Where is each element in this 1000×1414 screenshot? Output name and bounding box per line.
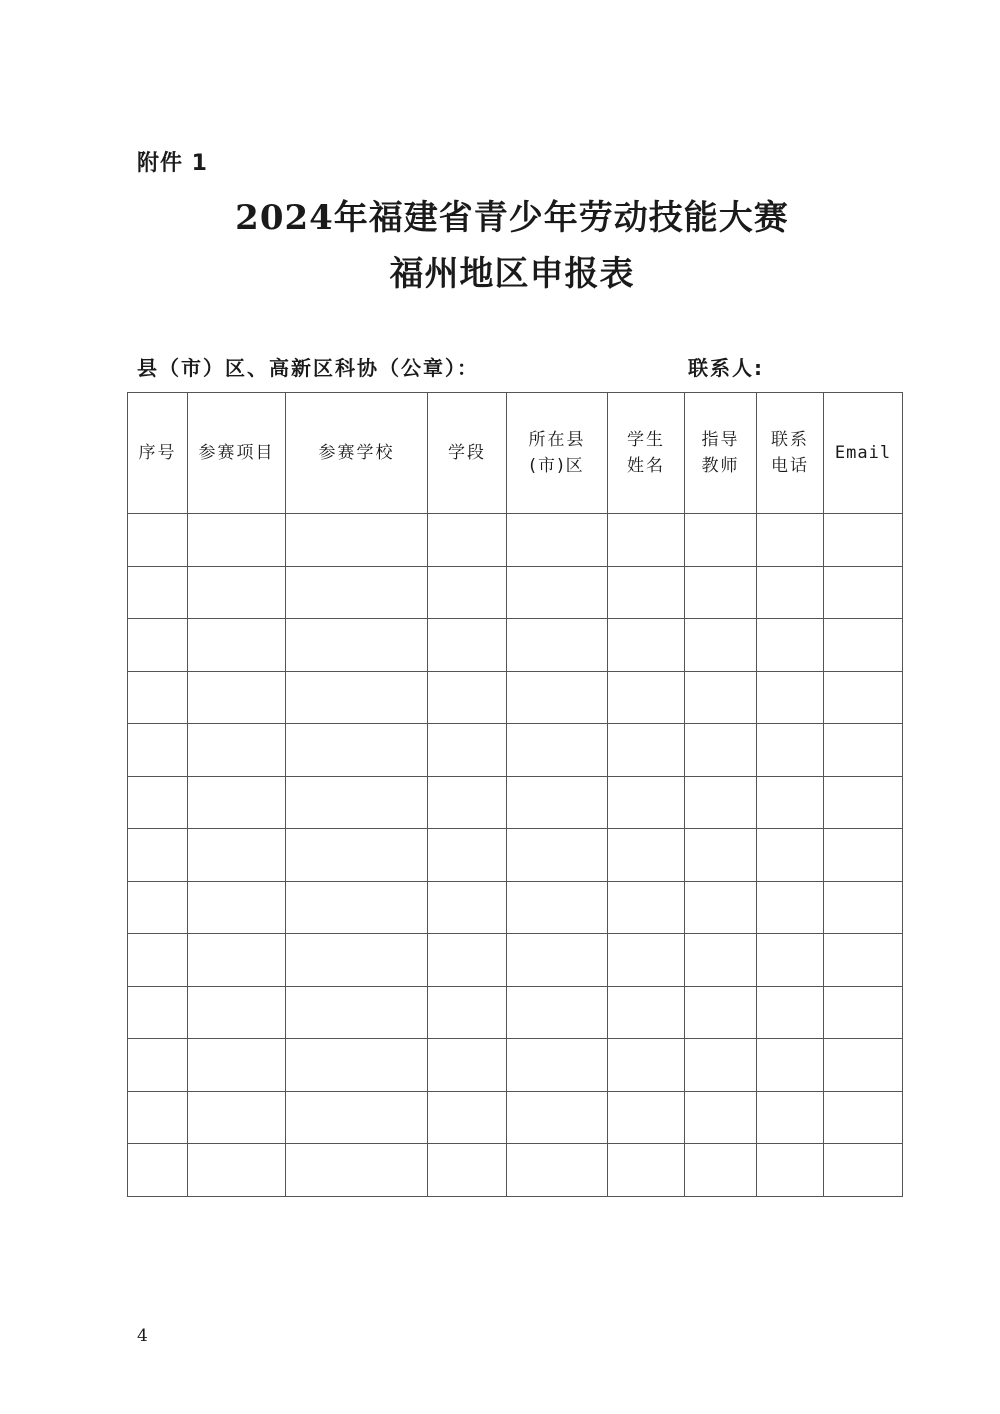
table-row	[128, 566, 903, 619]
table-cell[interactable]	[286, 1039, 428, 1092]
table-cell[interactable]	[286, 829, 428, 882]
table-cell[interactable]	[428, 934, 507, 987]
table-cell[interactable]	[608, 986, 685, 1039]
table-cell[interactable]	[428, 724, 507, 777]
table-cell[interactable]	[128, 514, 188, 567]
table-cell[interactable]	[286, 671, 428, 724]
table-cell[interactable]	[824, 776, 903, 829]
table-row	[128, 776, 903, 829]
table-cell[interactable]	[128, 776, 188, 829]
table-cell[interactable]	[507, 829, 608, 882]
table-cell[interactable]	[128, 724, 188, 777]
table-cell[interactable]	[507, 724, 608, 777]
table-cell[interactable]	[286, 724, 428, 777]
district-seal-label: 县（市）区、高新区科协（公章）：	[137, 356, 479, 380]
document-subtitle: 福州地区申报表	[389, 254, 635, 294]
table-cell[interactable]	[685, 1091, 757, 1144]
table-cell[interactable]	[824, 1091, 903, 1144]
table-cell[interactable]	[428, 671, 507, 724]
table-cell[interactable]	[286, 619, 428, 672]
table-cell[interactable]	[428, 986, 507, 1039]
table-cell[interactable]	[757, 724, 824, 777]
table-cell[interactable]	[286, 881, 428, 934]
table-cell[interactable]	[188, 619, 286, 672]
table-cell[interactable]	[685, 1039, 757, 1092]
table-cell[interactable]	[608, 776, 685, 829]
table-cell[interactable]	[507, 566, 608, 619]
table-cell[interactable]	[428, 619, 507, 672]
table-cell[interactable]	[608, 1144, 685, 1197]
table-cell[interactable]	[428, 1144, 507, 1197]
table-cell[interactable]	[188, 934, 286, 987]
table-cell[interactable]	[128, 671, 188, 724]
page-number: 4	[137, 1326, 148, 1346]
table-cell[interactable]	[685, 934, 757, 987]
column-header-advisor: 指导 教师	[685, 393, 757, 514]
table-cell[interactable]	[824, 671, 903, 724]
table-cell[interactable]	[188, 671, 286, 724]
table-cell[interactable]	[128, 881, 188, 934]
table-cell[interactable]	[428, 776, 507, 829]
column-header-district: 所在县 (市)区	[507, 393, 608, 514]
table-cell[interactable]	[608, 1039, 685, 1092]
table-cell[interactable]	[824, 619, 903, 672]
table-cell[interactable]	[608, 934, 685, 987]
column-header-phone: 联系 电话	[757, 393, 824, 514]
table-row	[128, 881, 903, 934]
table-cell[interactable]	[685, 619, 757, 672]
table-header-row	[128, 393, 903, 514]
table-row	[128, 1091, 903, 1144]
table-row	[128, 934, 903, 987]
table-cell[interactable]	[128, 619, 188, 672]
table-cell[interactable]	[128, 1039, 188, 1092]
column-header-student-name: 学生 姓名	[608, 393, 685, 514]
table-cell[interactable]	[757, 881, 824, 934]
table-cell[interactable]	[824, 986, 903, 1039]
table-cell[interactable]	[608, 881, 685, 934]
table-row	[128, 986, 903, 1039]
table-cell[interactable]	[507, 619, 608, 672]
table-row	[128, 1039, 903, 1092]
table-cell[interactable]	[188, 776, 286, 829]
table-cell[interactable]	[685, 776, 757, 829]
table-cell[interactable]	[428, 829, 507, 882]
table-cell[interactable]	[757, 619, 824, 672]
table-row	[128, 671, 903, 724]
table-cell[interactable]	[608, 671, 685, 724]
table-cell[interactable]	[428, 514, 507, 567]
table-cell[interactable]	[507, 986, 608, 1039]
table-cell[interactable]	[685, 1144, 757, 1197]
table-cell[interactable]	[286, 1144, 428, 1197]
table-cell[interactable]	[286, 566, 428, 619]
table-cell[interactable]	[685, 566, 757, 619]
table-cell[interactable]	[128, 1144, 188, 1197]
column-header-grade-level: 学段	[428, 393, 507, 514]
table-cell[interactable]	[188, 514, 286, 567]
table-cell[interactable]	[128, 986, 188, 1039]
table-cell[interactable]	[824, 829, 903, 882]
table-cell[interactable]	[824, 1144, 903, 1197]
table-cell[interactable]	[188, 1091, 286, 1144]
contact-person-label: 联系人:	[688, 356, 764, 380]
table-cell[interactable]	[286, 514, 428, 567]
table-cell[interactable]	[757, 776, 824, 829]
table-cell[interactable]	[824, 934, 903, 987]
column-header-project: 参赛项目	[188, 393, 286, 514]
table-cell[interactable]	[507, 881, 608, 934]
table-cell[interactable]	[757, 1091, 824, 1144]
table-cell[interactable]	[428, 1039, 507, 1092]
table-cell[interactable]	[685, 829, 757, 882]
table-cell[interactable]	[608, 566, 685, 619]
table-cell[interactable]	[757, 934, 824, 987]
table-cell[interactable]	[757, 1039, 824, 1092]
table-cell[interactable]	[128, 934, 188, 987]
table-cell[interactable]	[685, 514, 757, 567]
table-row	[128, 724, 903, 777]
table-cell[interactable]	[128, 566, 188, 619]
column-header-school: 参赛学校	[286, 393, 428, 514]
table-cell[interactable]	[188, 986, 286, 1039]
table-row	[128, 829, 903, 882]
table-cell[interactable]	[685, 724, 757, 777]
table-cell[interactable]	[757, 829, 824, 882]
table-cell[interactable]	[608, 724, 685, 777]
table-cell[interactable]	[428, 881, 507, 934]
table-cell[interactable]	[507, 776, 608, 829]
table-cell[interactable]	[824, 724, 903, 777]
table-cell[interactable]	[188, 1144, 286, 1197]
column-header-email: Email	[824, 393, 903, 514]
table-cell[interactable]	[507, 1144, 608, 1197]
table-cell[interactable]	[188, 1039, 286, 1092]
table-cell[interactable]	[685, 986, 757, 1039]
table-row	[128, 514, 903, 567]
table-cell[interactable]	[507, 671, 608, 724]
table-cell[interactable]	[757, 671, 824, 724]
table-cell[interactable]	[188, 881, 286, 934]
table-cell[interactable]	[824, 881, 903, 934]
table-cell[interactable]	[507, 514, 608, 567]
table-cell[interactable]	[608, 514, 685, 567]
table-cell[interactable]	[757, 514, 824, 567]
table-cell[interactable]	[824, 514, 903, 567]
table-cell[interactable]	[128, 1091, 188, 1144]
registration-table	[127, 392, 903, 1197]
table-cell[interactable]	[608, 829, 685, 882]
table-cell[interactable]	[757, 566, 824, 619]
table-cell[interactable]	[757, 1144, 824, 1197]
table-cell[interactable]	[128, 829, 188, 882]
table-cell[interactable]	[507, 934, 608, 987]
table-cell[interactable]	[824, 1039, 903, 1092]
table-cell[interactable]	[188, 829, 286, 882]
table-cell[interactable]	[428, 1091, 507, 1144]
table-cell[interactable]	[286, 1091, 428, 1144]
attachment-label: 附件 1	[137, 151, 208, 176]
table-cell[interactable]	[608, 619, 685, 672]
table-cell[interactable]	[286, 986, 428, 1039]
table-cell[interactable]	[188, 724, 286, 777]
table-cell[interactable]	[286, 776, 428, 829]
column-header-serial: 序号	[128, 393, 188, 514]
table-cell[interactable]	[757, 986, 824, 1039]
document-title: 2024年福建省青少年劳动技能大赛	[235, 198, 789, 238]
table-row	[128, 1144, 903, 1197]
table-cell[interactable]	[824, 566, 903, 619]
table-cell[interactable]	[685, 881, 757, 934]
table-cell[interactable]	[286, 934, 428, 987]
table-row	[128, 619, 903, 672]
table-cell[interactable]	[507, 1039, 608, 1092]
table-cell[interactable]	[608, 1091, 685, 1144]
table-cell[interactable]	[428, 566, 507, 619]
table-cell[interactable]	[188, 566, 286, 619]
table-cell[interactable]	[685, 671, 757, 724]
table-cell[interactable]	[507, 1091, 608, 1144]
